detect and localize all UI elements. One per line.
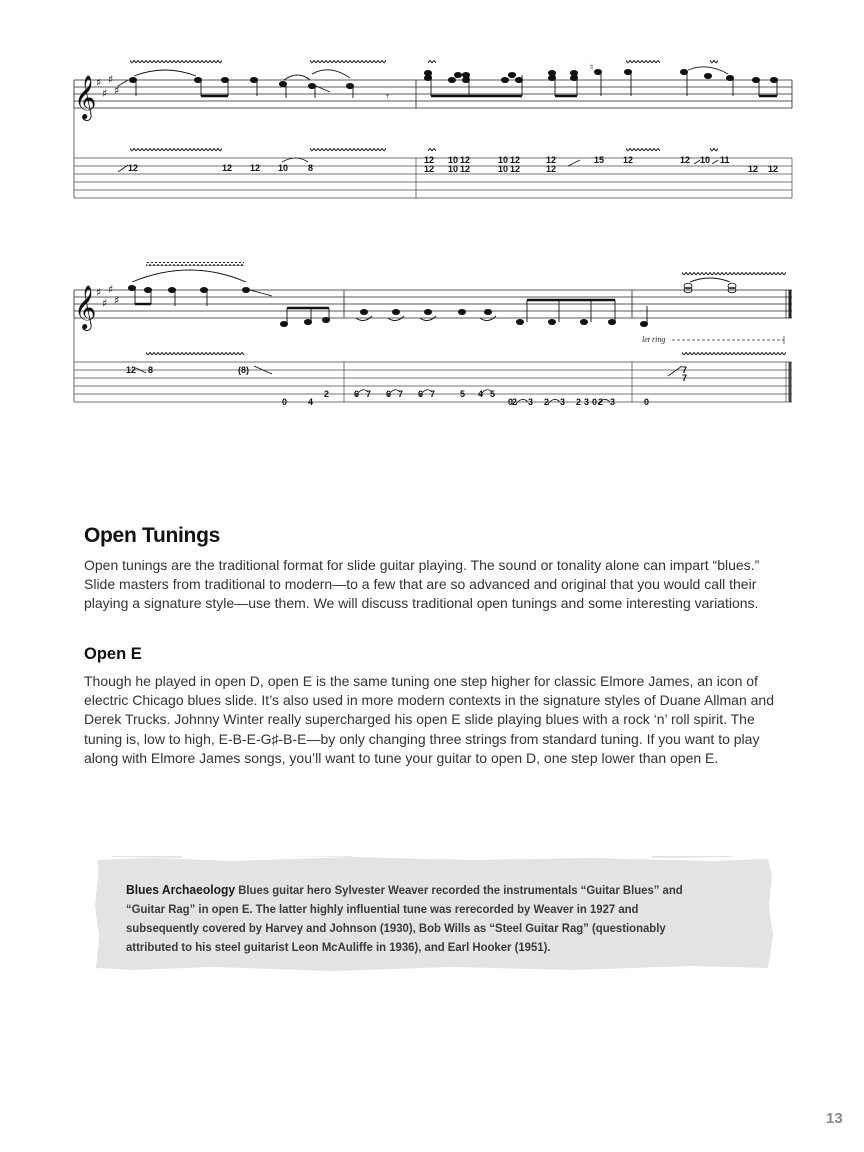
vibrato-marks-2	[146, 262, 786, 276]
tab-fret: 6	[386, 389, 392, 399]
svg-text:♯: ♯	[102, 297, 108, 310]
tab-fret: 7	[682, 373, 688, 383]
subsection-title: Open E	[84, 645, 142, 663]
tab-fret: 7	[682, 365, 688, 375]
staff-2	[74, 290, 792, 318]
tab-fret: 7	[430, 389, 436, 399]
key-signature-1	[96, 73, 119, 100]
tab-fret: 10	[448, 164, 459, 174]
svg-text:♯: ♯	[114, 84, 120, 97]
tab-fret: 10	[700, 155, 711, 165]
tab-fret: 10	[278, 163, 289, 173]
tab-staff-1	[74, 108, 792, 198]
tab-fret: 3	[610, 397, 616, 407]
tab-fret: 15	[594, 155, 605, 165]
tab-fret: 10	[448, 155, 459, 165]
tab-fret: 12	[768, 164, 779, 174]
tab-fret: 12	[623, 155, 634, 165]
tab-fret: 8	[148, 365, 154, 375]
tab-fret: 4	[308, 397, 314, 407]
tab-fret: 3	[584, 397, 590, 407]
svg-text:♮: ♮	[590, 62, 594, 72]
music-notation	[0, 0, 864, 420]
section-paragraph: Open tunings are the traditional format for slide guitar playing. The sound or tonality alone can impart “blues.” Slide masters from traditional to modern—to a few that are so advanced and original that you would call their playing a signature style—use them. We will discuss traditional open tunings and some interesting variations.	[84, 557, 760, 612]
blues-archaeology-callout	[92, 856, 776, 972]
tab-fret: 0	[508, 397, 514, 407]
treble-clef-1	[74, 75, 96, 121]
svg-text:♯: ♯	[114, 294, 120, 307]
svg-text:♯: ♯	[102, 87, 108, 100]
tab-fret: 12	[126, 365, 137, 375]
tab-fret: 3	[560, 397, 566, 407]
tab-fret: 12	[546, 164, 557, 174]
tab-fret: 6	[418, 389, 424, 399]
svg-text:𝄞: 𝄞	[74, 75, 97, 119]
tab-fret: 7	[366, 389, 372, 399]
let-ring-marking	[642, 335, 784, 344]
let-ring-label: let ring	[642, 335, 666, 344]
tab-fret: (8)	[238, 365, 249, 375]
page-number: 13	[826, 1110, 843, 1127]
section-title: Open Tunings	[84, 524, 220, 547]
tab-fret: 12	[128, 163, 139, 173]
tab-fret: 5	[490, 389, 496, 399]
vibrato-marks-1	[130, 60, 718, 64]
tab-fret: 12	[546, 155, 557, 165]
tab-fret: 12	[222, 163, 233, 173]
svg-text:♯: ♯	[108, 283, 114, 296]
tab-fret: 12	[510, 155, 521, 165]
tab-fret: 4	[478, 389, 484, 399]
tab-fret: 12	[424, 155, 435, 165]
tab-fret: 3	[528, 397, 534, 407]
svg-text:𝄞: 𝄞	[74, 285, 97, 329]
tab-fret: 12	[460, 164, 471, 174]
tab-fret: 2	[544, 397, 550, 407]
svg-text:♯: ♯	[96, 76, 102, 89]
tab-fret: 12	[460, 155, 471, 165]
tab-fret: 2	[598, 397, 604, 407]
callout-text	[126, 880, 693, 957]
tab-fret: 12	[510, 164, 521, 174]
notes-system-1	[118, 62, 778, 103]
svg-text:♯: ♯	[108, 73, 114, 86]
tab-fret: 0	[592, 397, 598, 407]
tab-fret: 0	[644, 397, 650, 407]
tab-fret: 5	[460, 389, 466, 399]
tab-fret: 6	[354, 389, 360, 399]
tab-fret: 12	[250, 163, 261, 173]
tab-vibrato-2	[146, 352, 786, 356]
tab-vibrato-1	[130, 148, 718, 152]
tab-fret: 8	[308, 163, 314, 173]
tab-fret: 2	[512, 397, 518, 407]
svg-text:𝄾: 𝄾	[386, 91, 389, 103]
subsection-paragraph: Though he played in open D, open E is the same tuning one step higher for classic Elmore James, an icon of electric Chicago blues slide. It’s also used in more modern contexts in the signature styles of Duane Allman and Derek Trucks. Johnny Winter really supercharged his open E slide playing blues with a rock ‘n’ roll spirit. The tuning is, low to high, E-B-E-G♯-B-E—by only changing three strings from standard tuning. If you want to play along with Elmore James songs, you’ll want to tune your guitar to open D, one step lower than open E.	[84, 673, 774, 766]
tab-fret: 12	[424, 164, 435, 174]
tab-fret: 10	[498, 155, 509, 165]
tab-fret: 0	[282, 397, 288, 407]
key-signature-2	[96, 283, 119, 310]
staff-1	[74, 80, 792, 108]
tab-fret: 11	[720, 155, 730, 165]
tab-fret: 2	[324, 389, 330, 399]
tab-fret: 2	[576, 397, 582, 407]
tab-fret: 12	[680, 155, 691, 165]
tab-fret: 12	[748, 164, 759, 174]
svg-text:♯: ♯	[96, 286, 102, 299]
tab-fret: 7	[398, 389, 404, 399]
tab-fret: 10	[498, 164, 509, 174]
notation-svg	[0, 0, 864, 420]
callout-title: Blues Archaeology	[126, 882, 236, 897]
treble-clef-2	[74, 285, 96, 331]
callout-body: Blues guitar hero Sylvester Weaver recorded the instrumentals “Guitar Blues” and “Guitar Rag” in open E. The latter highly influential tune was rerecorded by Weaver in 1927 and subsequently covered by Harvey and Johnson (1930), Bob Wills as “Steel Guitar Rag” (questionably attributed to his steel guitarist Leon McAuliffe in 1936), and Earl Hooker (1951).	[126, 883, 683, 954]
